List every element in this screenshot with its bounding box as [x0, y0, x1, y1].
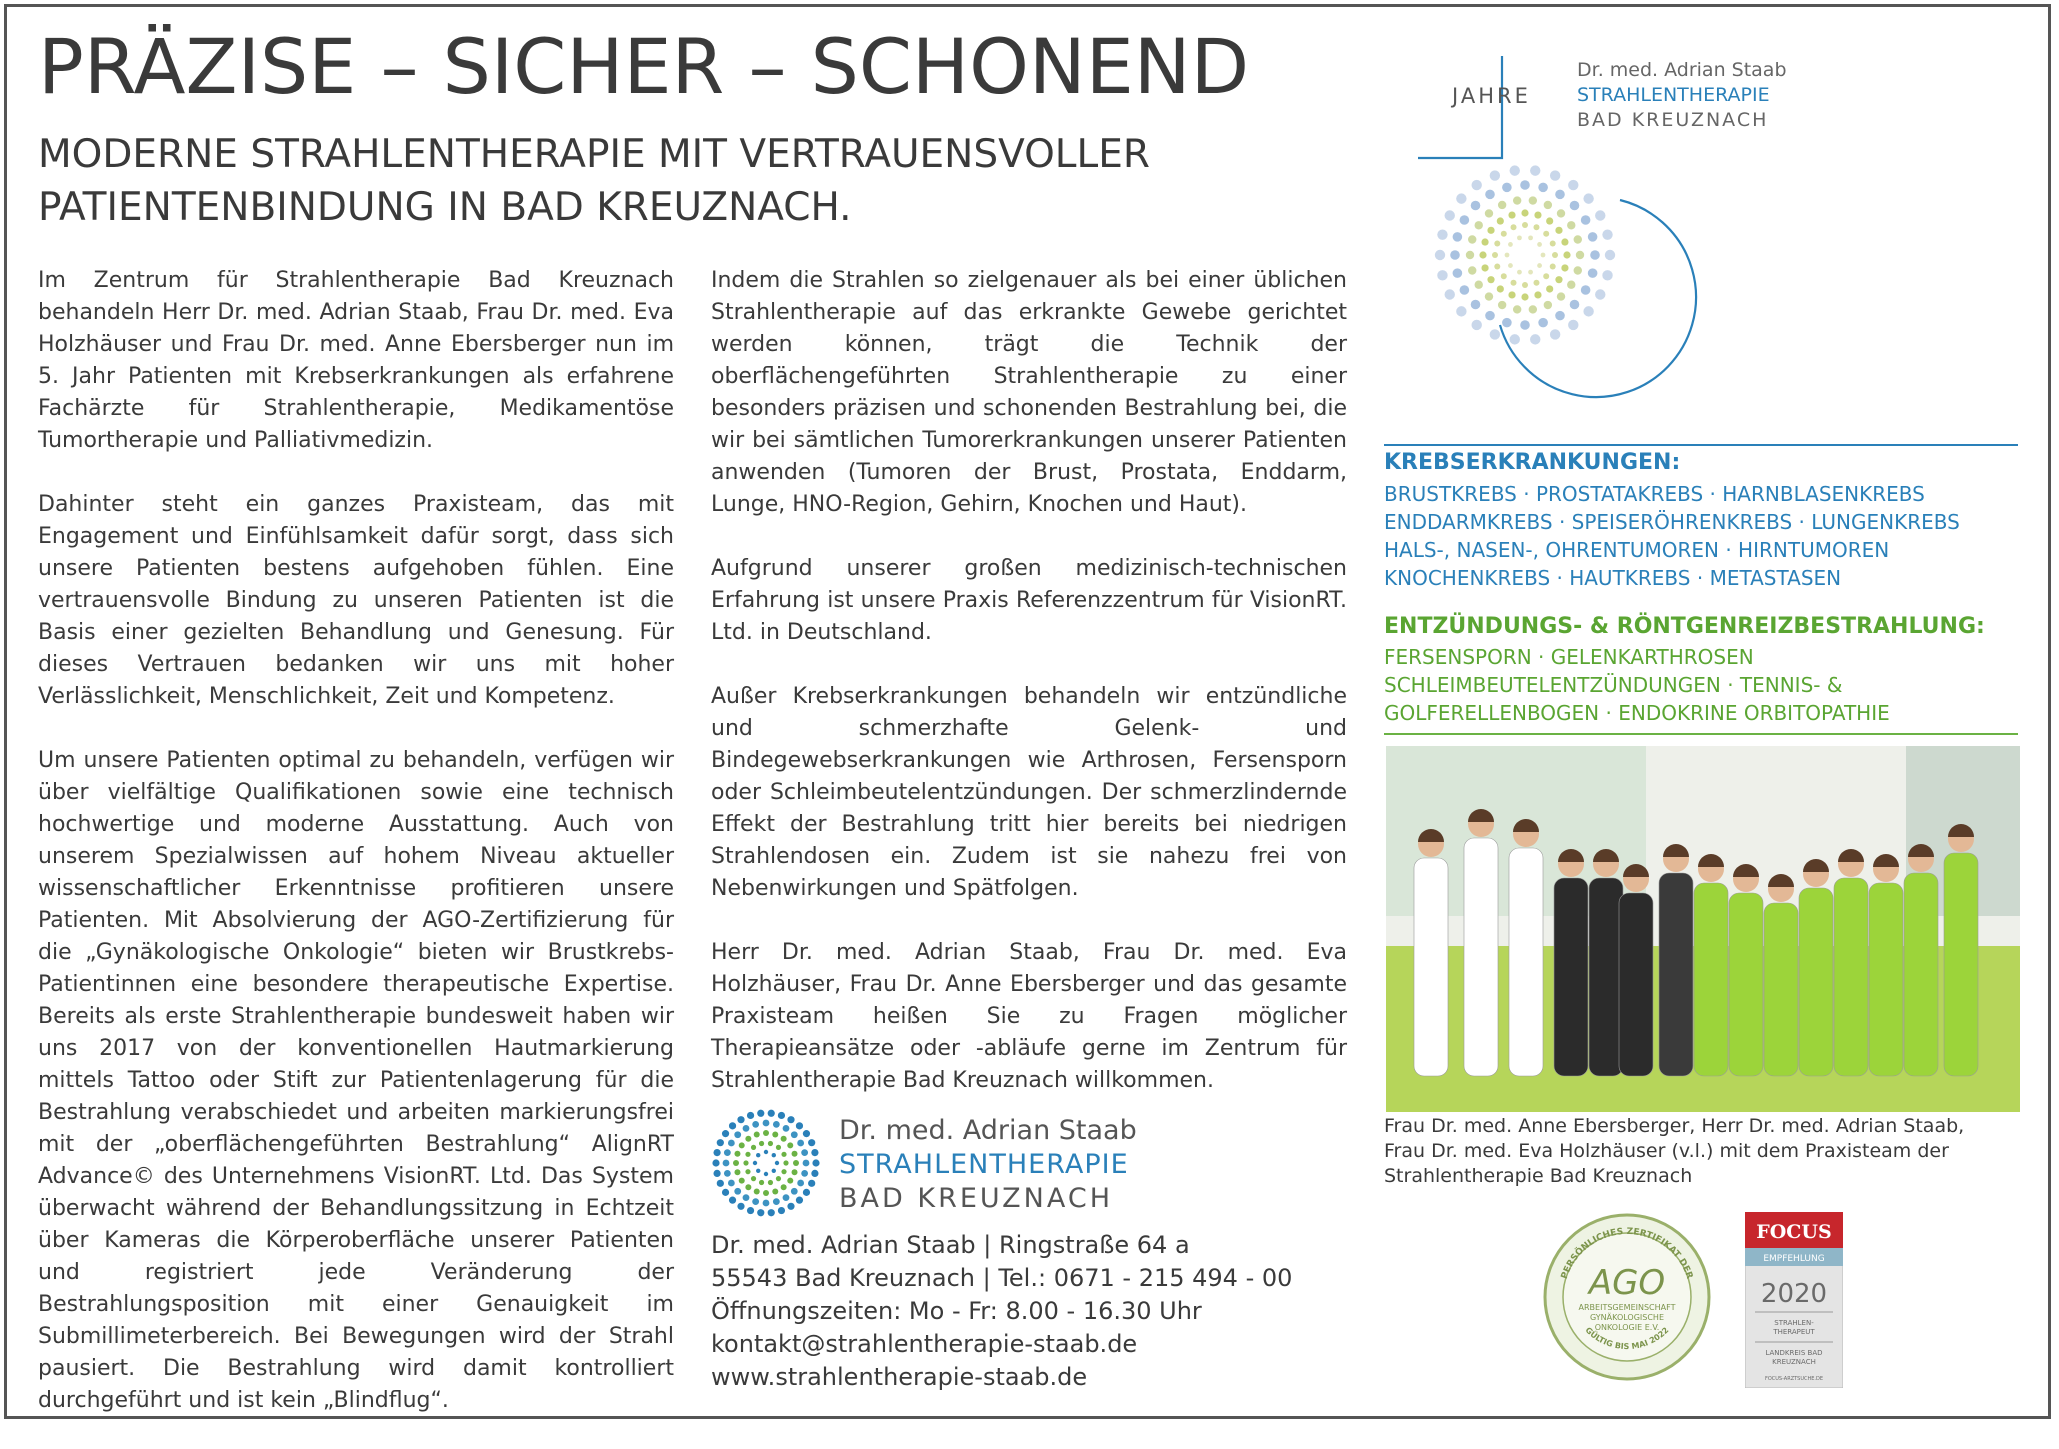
anniversary-dot: [1570, 300, 1580, 310]
caption-line: Frau Dr. med. Anne Ebersberger, Herr Dr. med. Adrian Staab,: [1384, 1115, 1965, 1137]
anniversary-dot: [1546, 285, 1553, 292]
contact-address: Dr. med. Adrian Staab | Ringstraße 64 a: [711, 1231, 1190, 1259]
logo-dot: [764, 1172, 768, 1176]
anniversary-dot: [1471, 201, 1481, 211]
caption-line: Frau Dr. med. Eva Holzhäuser (v.l.) mit dem Praxisteam der: [1384, 1140, 1949, 1162]
team-photo: [1386, 746, 2020, 1112]
logo-dot: [808, 1139, 815, 1146]
anniversary-dot: [1505, 253, 1510, 258]
anniversary-dot: [1472, 180, 1482, 190]
anniversary-dot: [1511, 280, 1517, 286]
dot-circle-logo-icon: [711, 1108, 821, 1218]
anniversary-dot: [1481, 238, 1488, 245]
logo-dot: [745, 1152, 750, 1157]
contact-email[interactable]: kontakt@strahlentherapie-staab.de: [711, 1330, 1138, 1358]
logo-dot: [722, 1189, 729, 1196]
logo-dot: [763, 1200, 770, 1207]
anniversary-dot: [1550, 241, 1556, 247]
anniversary-dot: [1502, 183, 1512, 193]
anniversary-dot: [1543, 273, 1549, 279]
logo-dot: [791, 1131, 798, 1138]
logo-dot: [763, 1120, 770, 1127]
paragraph: Um unsere Patienten optimal zu behandeln, verfügen wir über vielfältige Qualifikationen sowie eine technisch hochwertige und moderne Ausstattung. Auch von unserem Spezialwissen auf hohem Niveau aktueller wissenschaftlicher Erkenntnisse profitieren unsere Patienten. Mit Absolvierung der AGO-Zertifizierung für die „Gynäkologische Onkologie“ bieten wir Brustkrebs-Patientinnen eine besondere therapeutische Expertise. Bereits als erste Strahlentherapie bundesweit haben wir uns 2017 von der konventionellen Hautmarkierung mittels Tattoo oder Stift zur Patientenlagerung für die Bestrahlung verabschiedet und arbeiten markierungsfrei mit der „oberflächengeführten Bestrahlung“ AlignRT Advance© des Unternehmens VisionRT. Ltd. Das System überwacht während der Behandlungssitzung in Echtzeit über Kameras die Körperoberfläche unserer Patienten und registriert jede Veränderung der Bestrahlungsposition mit einer Genauigkeit im Submillimeterbereich. Bei Bewegungen wird der Strahl pausiert. Die Bestrahlung wird damit kontrolliert durchgeführt und ist kein „Blindflug“.: [38, 748, 674, 1413]
person-body: [1589, 878, 1623, 1076]
ago-top-text: PERSÖNLICHES ZERTIFIKAT DER: [1559, 1226, 1695, 1281]
anniversary-dot: [1437, 270, 1447, 280]
anniversary-dot: [1453, 268, 1463, 278]
logo-dot: [739, 1142, 745, 1148]
anniversary-dot: [1490, 170, 1500, 180]
caption-line: Strahlentherapie Bad Kreuznach: [1384, 1165, 1693, 1187]
logo-dot: [783, 1125, 790, 1132]
person-body: [1659, 873, 1693, 1076]
focus-brand: FOCUS: [1756, 1221, 1832, 1243]
anniversary-dot: [1534, 211, 1541, 218]
anniversary-dot: [1513, 305, 1521, 313]
logo-dot: [811, 1149, 818, 1156]
anniversary-dot: [1588, 268, 1598, 278]
anniversary-dot: [1471, 300, 1481, 310]
anniversary-dot: [1529, 305, 1537, 313]
anniversary-dot: [1555, 276, 1562, 283]
anniversary-dot: [1581, 215, 1591, 225]
logo-dot: [783, 1194, 790, 1201]
anniversary-dot: [1508, 263, 1513, 268]
anniversary-dot: [1492, 252, 1498, 258]
anniversary-dot: [1522, 222, 1528, 228]
focus-label: EMPFEHLUNG: [1763, 1254, 1825, 1264]
person-body: [1464, 838, 1498, 1076]
logo-dot: [745, 1169, 750, 1174]
krebs-title: KREBSERKRANKUNGEN:: [1384, 450, 1681, 475]
anniversary-dot: [1533, 280, 1539, 286]
anniversary-name: Dr. med. Adrian Staab: [1577, 59, 1787, 81]
anniversary-dot: [1522, 282, 1528, 288]
logo-dot: [772, 1153, 776, 1157]
blue-divider: [1384, 444, 2018, 446]
anniversary-dot: [1541, 253, 1546, 258]
focus-region-2: KREUZNACH: [1772, 1358, 1816, 1366]
logo-dot: [745, 1184, 751, 1190]
focus-url: FOCUS-ARZTSUCHE.DE: [1764, 1376, 1824, 1382]
anniversary-dot: [1456, 306, 1466, 316]
logo-dot: [763, 1130, 769, 1136]
logo-dot: [781, 1184, 787, 1190]
focus-year: 2020: [1760, 1279, 1828, 1309]
logo-dot: [722, 1130, 729, 1137]
anniversary-dot: [1544, 301, 1552, 309]
logo-dot: [752, 1198, 759, 1205]
anniversary-dot: [1520, 180, 1530, 190]
logo-dot: [717, 1139, 724, 1146]
person-body: [1554, 878, 1588, 1076]
logo-dot: [768, 1180, 773, 1185]
anniversary-dot: [1602, 229, 1612, 239]
anniversary-dot: [1529, 196, 1537, 204]
anniversary-dot: [1568, 180, 1578, 190]
anniversary-dot: [1520, 320, 1530, 330]
anniversary-dot: [1528, 235, 1533, 240]
logo-dot: [776, 1145, 781, 1150]
person-body: [1414, 858, 1448, 1076]
logo-dot: [796, 1197, 803, 1204]
paragraph: Im Zentrum für Strahlentherapie Bad Kreuznach behandeln Herr Dr. med. Adrian Staab, Frau Dr. med. Eva Holzhäuser und Frau Dr. med. Anne Ebersberger nun im 5. Jahr Patienten mit Krebserkrankungen als erfahrene Fachärzte für Strahlentherapie, Medikamentöse Tumortherapie und Palliativmedizin.: [38, 268, 674, 453]
logo-dot: [759, 1141, 764, 1146]
logo-dot: [752, 1121, 759, 1128]
anniversary-dot: [1590, 250, 1600, 260]
anniversary-dot: [1508, 291, 1515, 298]
logo-dot: [724, 1170, 731, 1177]
logo-dot: [787, 1203, 794, 1210]
anniversary-dot: [1538, 183, 1548, 193]
person-body: [1764, 903, 1798, 1076]
anniversary-dot: [1521, 293, 1528, 300]
krebs-line: HALS-, NASEN-, OHRENTUMOREN · HIRNTUMOREN: [1384, 538, 1890, 562]
anniversary-dot: [1550, 329, 1560, 339]
contact-phone: 55543 Bad Kreuznach | Tel.: 0671 - 215 494 - 00: [711, 1264, 1293, 1292]
anniversary-dot: [1595, 210, 1605, 220]
logo-dot: [764, 1150, 768, 1154]
photo-caption: [1384, 1114, 1964, 1189]
entzuendung-line: GOLFERELLENBOGEN · ENDOKRINE ORBITOPATHIE: [1384, 701, 1890, 725]
logo-dot: [781, 1169, 786, 1174]
logo-dot: [754, 1189, 760, 1195]
logo-dot: [778, 1112, 785, 1119]
anniversary-dot: [1561, 264, 1568, 271]
headline: PRÄZISE – SICHER – SCHONEND: [38, 22, 1250, 111]
logo-dot: [734, 1188, 741, 1195]
logo-city: BAD KREUZNACH: [839, 1183, 1114, 1214]
anniversary-dot: [1475, 221, 1483, 229]
anniversary-dot: [1544, 201, 1552, 209]
anniversary-text: [1577, 58, 1787, 133]
logo-dot: [787, 1142, 793, 1148]
entzuendung-line: FERSENSPORN · GELENKARTHROSEN: [1384, 645, 1754, 669]
logo-dot: [791, 1188, 798, 1195]
anniversary-dot: [1546, 217, 1553, 224]
logo-dot: [751, 1145, 756, 1150]
anniversary-dot: [1435, 250, 1445, 260]
logo-dot: [778, 1207, 785, 1214]
krebs-line: ENDDARMKREBS · SPEISERÖHRENKREBS · LUNGENKREBS: [1384, 510, 1960, 534]
person-body: [1799, 888, 1833, 1076]
green-divider: [1384, 733, 2018, 735]
person-body: [1944, 853, 1978, 1076]
anniversary-dot: [1498, 201, 1506, 209]
logo-dot: [724, 1149, 731, 1156]
logo-dot: [803, 1130, 810, 1137]
ago-line-3: ONKOLOGIE E.V.: [1594, 1323, 1660, 1332]
anniversary-dot: [1490, 329, 1500, 339]
anniversary-specialty: STRAHLENTHERAPIE: [1577, 84, 1770, 106]
anniversary-dot: [1567, 281, 1575, 289]
logo-dot: [729, 1197, 736, 1204]
ago-certificate-seal: [1542, 1212, 1712, 1382]
person-body: [1904, 873, 1938, 1076]
logo-dot: [743, 1194, 750, 1201]
anniversary-dot: [1563, 251, 1570, 258]
anniversary-dot: [1494, 241, 1500, 247]
anniversary-dot: [1511, 224, 1517, 230]
anniversary-dot: [1561, 238, 1568, 245]
logo-dot: [797, 1140, 804, 1147]
logo-dot: [733, 1160, 739, 1166]
logo-dot: [747, 1207, 754, 1214]
anniversary-dot: [1510, 165, 1520, 175]
focus-region-1: LANDKREIS BAD: [1765, 1349, 1823, 1357]
person-body: [1619, 893, 1653, 1076]
logo-dot: [713, 1170, 720, 1177]
anniversary-dot: [1445, 210, 1455, 220]
anniversary-dot: [1508, 211, 1515, 218]
anniversary-dot: [1570, 201, 1580, 211]
anniversary-dot: [1574, 266, 1582, 274]
contact-website[interactable]: www.strahlentherapie-staab.de: [711, 1363, 1088, 1391]
logo-dot: [747, 1112, 754, 1119]
subheadline: MODERNE STRAHLENTHERAPIE MIT VERTRAUENSVOLLER PATIENTENBINDUNG IN BAD KREUZNACH.: [38, 132, 1150, 230]
anniversary-jahre: JAHRE: [1452, 84, 1531, 108]
logo-dot: [734, 1131, 741, 1138]
anniversary-dot: [1468, 266, 1476, 274]
focus-empfehlung-seal: [1745, 1212, 1843, 1388]
logo-dot: [751, 1176, 756, 1181]
logo-dot: [773, 1198, 780, 1205]
anniversary-dot: [1517, 235, 1522, 240]
contact-hours: Öffnungszeiten: Mo - Fr: 8.00 - 16.30 Uhr: [711, 1297, 1202, 1325]
anniversary-dot: [1517, 270, 1522, 275]
anniversary-dot: [1530, 165, 1540, 175]
logo-dot: [768, 1141, 773, 1146]
logo-dot: [757, 1209, 764, 1216]
krebs-line: BRUSTKREBS · PROSTATAKREBS · HARNBLASENKREBS: [1384, 482, 1925, 506]
anniversary-dot: [1445, 289, 1455, 299]
logo-dot: [757, 1110, 764, 1117]
anniversary-dot: [1543, 231, 1549, 237]
logo-dot: [772, 1131, 778, 1137]
anniversary-dot: [1595, 289, 1605, 299]
anniversary-dot: [1533, 224, 1539, 230]
anniversary-dot: [1538, 318, 1548, 328]
krebs-list: [1384, 480, 1960, 592]
logo-dot: [772, 1189, 778, 1195]
ago-bottom-text: GÜLTIG BIS MAI 2022: [1583, 1325, 1671, 1352]
ago-line-2: GYNÄKOLOGISCHE: [1589, 1313, 1665, 1322]
anniversary-dot: [1552, 252, 1558, 258]
logo-dot: [763, 1190, 769, 1196]
person-body: [1694, 883, 1728, 1076]
ago-mark: AGO: [1588, 1263, 1666, 1303]
person-body: [1834, 878, 1868, 1076]
anniversary-dot: [1521, 209, 1528, 216]
anniversary-dot: [1581, 285, 1591, 295]
logo-dot: [745, 1136, 751, 1142]
anniversary-dot: [1466, 251, 1474, 259]
anniversary-dot: [1485, 209, 1493, 217]
anniversary-dot: [1534, 291, 1541, 298]
anniversary-dot: [1501, 273, 1507, 279]
anniversary-dot: [1485, 292, 1493, 300]
entzuendung-list: [1384, 643, 1890, 727]
text-column-1: [38, 265, 674, 1449]
logo-dot: [793, 1160, 799, 1166]
anniversary-dot: [1568, 320, 1578, 330]
text-column-2: [711, 265, 1347, 1129]
logo-dot: [743, 1125, 750, 1132]
anniversary-dot: [1557, 292, 1565, 300]
anniversary-dot: [1481, 264, 1488, 271]
logo-dot: [723, 1160, 730, 1167]
logo-dot: [728, 1180, 735, 1187]
anniversary-dot: [1508, 242, 1513, 247]
logo-name: Dr. med. Adrian Staab: [839, 1115, 1137, 1146]
anniversary-dot: [1602, 270, 1612, 280]
anniversary-dot: [1456, 193, 1466, 203]
person-body: [1729, 893, 1763, 1076]
anniversary-dot: [1555, 227, 1562, 234]
anniversary-dot: [1583, 193, 1593, 203]
logo-dot: [775, 1161, 779, 1165]
anniversary-dot: [1567, 221, 1575, 229]
logo-dot: [756, 1169, 760, 1173]
logo-dot: [781, 1152, 786, 1157]
logo-dot: [717, 1180, 724, 1187]
anniversary-dot: [1472, 320, 1482, 330]
entzuendung-line: SCHLEIMBEUTELENTZÜNDUNGEN · TENNIS- &: [1384, 673, 1843, 697]
logo-dot: [768, 1110, 775, 1117]
logo-dot: [712, 1159, 719, 1166]
anniversary-dot: [1513, 196, 1521, 204]
anniversary-dot: [1550, 263, 1556, 269]
entzuendung-title: ENTZÜNDUNGS- & RÖNTGENREIZBESTRAHLUNG:: [1384, 614, 1985, 639]
anniversary-dot: [1497, 285, 1504, 292]
anniversary-dot: [1510, 334, 1520, 344]
anniversary-dot: [1468, 235, 1476, 243]
logo-dot: [792, 1169, 798, 1175]
logo-dot: [756, 1153, 760, 1157]
logo-dot: [754, 1131, 760, 1137]
logo-dot: [729, 1122, 736, 1129]
anniversary-dot: [1583, 306, 1593, 316]
logo-specialty: STRAHLENTHERAPIE: [839, 1149, 1129, 1180]
logo-dot: [773, 1121, 780, 1128]
logo-dot: [737, 1116, 744, 1123]
logo-dot: [803, 1160, 810, 1167]
anniversary-dot: [1555, 190, 1565, 200]
logo-dot: [753, 1161, 757, 1165]
logo-dot: [811, 1170, 818, 1177]
logo-dot: [768, 1209, 775, 1216]
anniversary-dot: [1502, 318, 1512, 328]
anniversary-dot: [1555, 311, 1565, 321]
anniversary-dot: [1557, 209, 1565, 217]
logo-dot: [783, 1160, 788, 1165]
anniversary-dot: [1460, 215, 1470, 225]
anniversary-dot: [1537, 263, 1542, 268]
logo-dot: [734, 1151, 740, 1157]
anniversary-dot: [1485, 311, 1495, 321]
logo-dot: [743, 1160, 748, 1165]
anniversary-dot: [1528, 270, 1533, 275]
anniversary-city: BAD KREUZNACH: [1577, 109, 1769, 131]
anniversary-dot: [1574, 235, 1582, 243]
paragraph: Indem die Strahlen so zielgenauer als bei einer üblichen Strahlentherapie auf das erkrankte Gewebe gerichtet werden können, trägt die Technik der oberflächengeführten Strahlentherapie zu einer besonders präzisen und schonenden Bestrahlung bei, die wir bei sämtlichen Tumorerkrankungen unserer Patienten anwenden (Tumoren der Brust, Prostata, Enddarm, Lunge, HNO-Region, Gehirn, Knochen und Haut).: [711, 268, 1347, 517]
anniversary-dot: [1460, 285, 1470, 295]
ago-line-1: ARBEITSGEMEINSCHAFT: [1578, 1303, 1676, 1312]
anniversary-dot: [1605, 250, 1615, 260]
focus-role-1: STRAHLEN-: [1774, 1319, 1814, 1327]
anniversary-dot: [1530, 334, 1540, 344]
krebs-line: KNOCHENKREBS · HAUTKREBS · METASTASEN: [1384, 566, 1842, 590]
anniversary-dot: [1479, 251, 1486, 258]
logo-dot: [734, 1169, 740, 1175]
person-body: [1869, 883, 1903, 1076]
contact-block: [711, 1229, 1292, 1394]
logo-dot: [713, 1149, 720, 1156]
logo-dot: [801, 1170, 808, 1177]
logo-dot: [787, 1178, 793, 1184]
paragraph: Herr Dr. med. Adrian Staab, Frau Dr. med. Eva Holzhäuser, Frau Dr. Anne Ebersberger und das gesamte Praxisteam heißen Sie zu Fragen möglicher Therapieansätze oder -abläufe gerne im Zentrum für Strahlentherapie Bad Kreuznach willkommen.: [711, 940, 1347, 1093]
logo-dot: [808, 1180, 815, 1187]
anniversary-dot: [1537, 242, 1542, 247]
logo-dot: [728, 1140, 735, 1147]
anniversary-dot: [1494, 263, 1500, 269]
anniversary-dot: [1485, 190, 1495, 200]
paragraph: Aufgrund unserer großen medizinisch-technischen Erfahrung ist unsere Praxis Referenzzentrum für VisionRT. Ltd. in Deutschland.: [711, 556, 1347, 645]
paragraph: Außer Krebserkrankungen behandeln wir entzündliche und schmerzhafte Gelenk- und Bindegewebserkrankungen wie Arthrosen, Fersensporn oder Schleimbeutelentzündungen. Der schmerzlindernde Effekt der Bestrahlung tritt hier bereits bei niedrigen Strahlendosen ein. Zudem ist sie nahezu frei von Nebenwirkungen und Spätfolgen.: [711, 684, 1347, 901]
logo-dot: [737, 1203, 744, 1210]
anniversary-dot: [1576, 251, 1584, 259]
anniversary-dot: [1497, 217, 1504, 224]
practice-logo: [711, 1108, 1141, 1218]
anniversary-dot: [1588, 232, 1598, 242]
anniversary-dot: [1475, 281, 1483, 289]
logo-dot: [772, 1169, 776, 1173]
logo-dot: [776, 1176, 781, 1181]
logo-dot: [781, 1136, 787, 1142]
logo-dot: [792, 1151, 798, 1157]
paragraph: Dahinter steht ein ganzes Praxisteam, das mit Engagement und Einfühlsamkeit dafür sorgt, dass sich unsere Patienten bestens aufgehoben fühlen. Eine vertrauensvolle Bindung zu unseren Patienten ist die Basis einer gezielten Behandlung und Genesung. Für dieses Vertrauen bedanken wir uns mit hoher Verlässlichkeit, Menschlichkeit, Zeit und Kompetenz.: [38, 492, 674, 709]
person-body: [1509, 848, 1543, 1076]
anniversary-dot: [1501, 231, 1507, 237]
anniversary-dot: [1487, 276, 1494, 283]
logo-dot: [803, 1189, 810, 1196]
logo-dot: [759, 1180, 764, 1185]
logo-dot: [797, 1180, 804, 1187]
logo-dot: [787, 1116, 794, 1123]
anniversary-dot: [1437, 229, 1447, 239]
anniversary-dot: [1498, 301, 1506, 309]
logo-dot: [801, 1149, 808, 1156]
anniversary-dot: [1487, 227, 1494, 234]
logo-dot: [739, 1178, 745, 1184]
anniversary-dot: [1450, 250, 1460, 260]
anniversary-dot: [1550, 170, 1560, 180]
logo-dot: [812, 1159, 819, 1166]
anniversary-dot: [1453, 232, 1463, 242]
focus-role-2: THERAPEUT: [1773, 1328, 1815, 1336]
logo-dot: [796, 1122, 803, 1129]
